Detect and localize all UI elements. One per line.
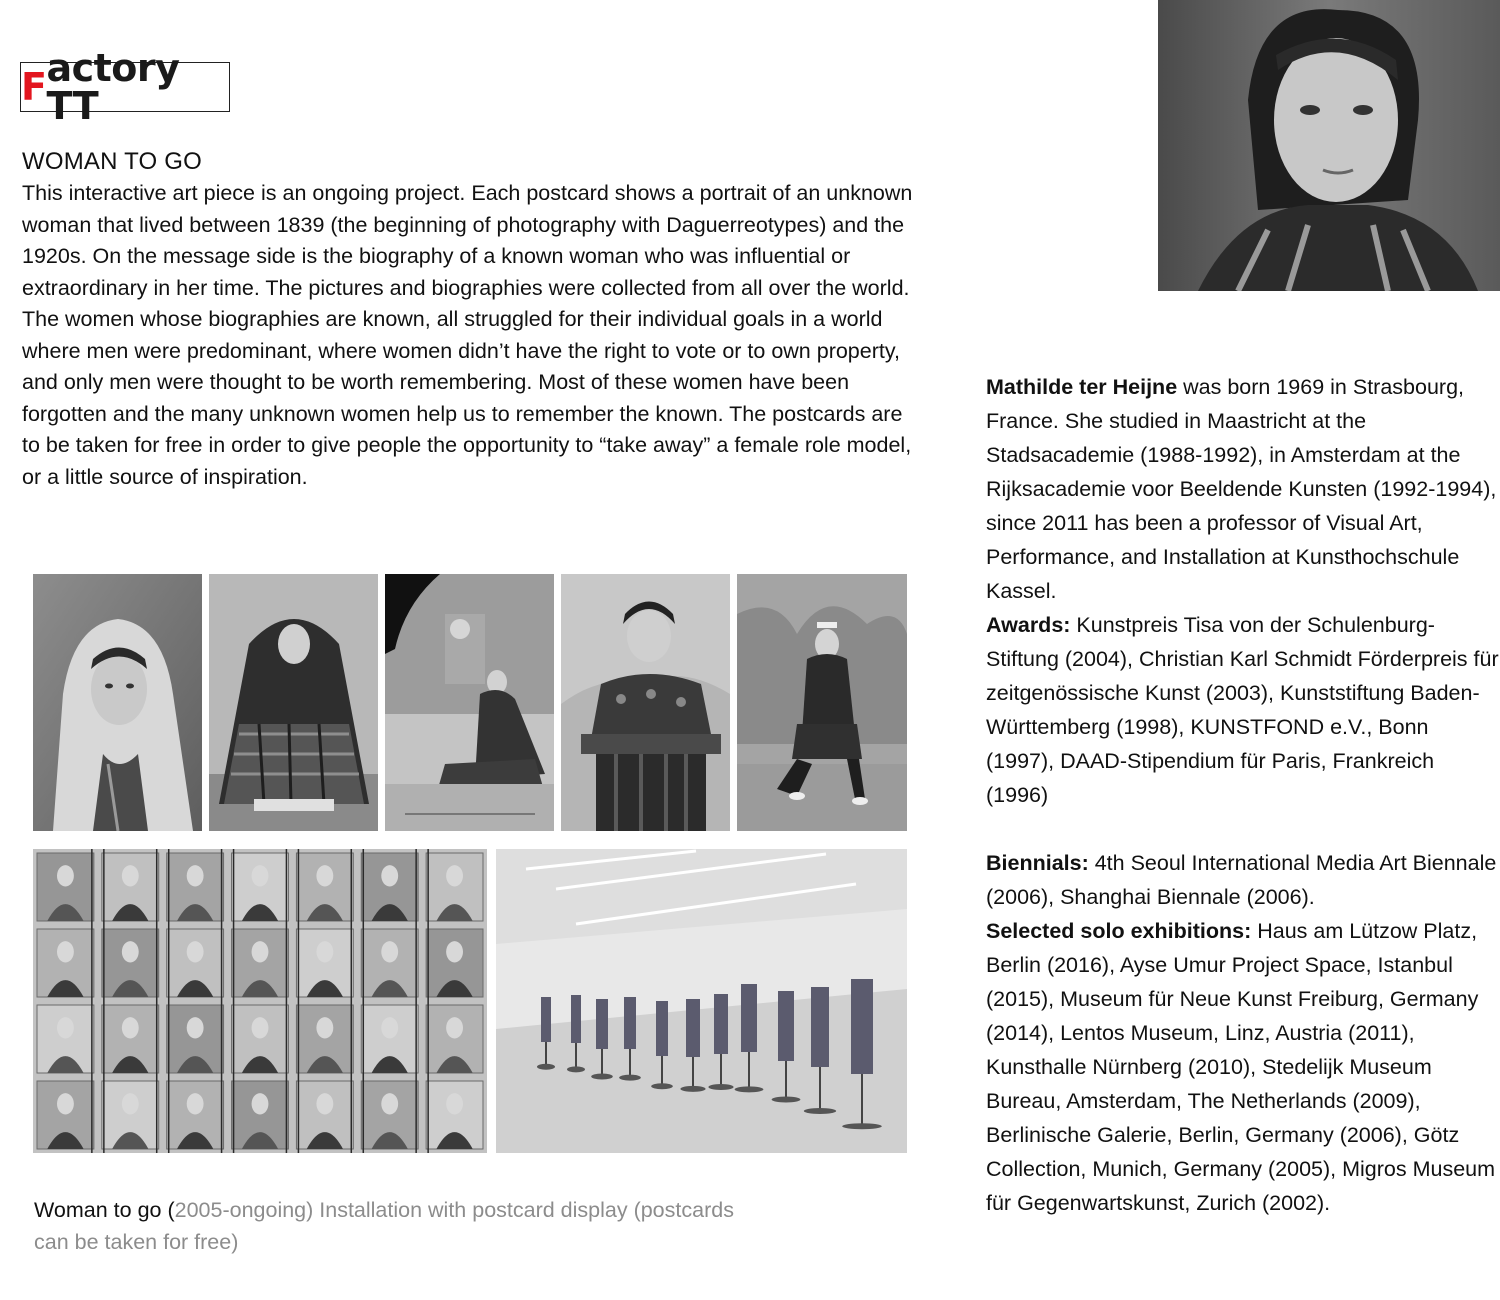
caption-title: Woman to go ( bbox=[34, 1198, 175, 1222]
awards-text: Kunstpreis Tisa von der Schulenburg-Stiftung (2004), Christian Karl Schmidt Förderpreis für zeitgenössische Kunst (2003), Kunststiftung Baden-Württemberg (1998), KUNSTFOND e.V., Bonn (1997), DAAD-Stipendium für Paris, Frankreich (1996) bbox=[986, 613, 1499, 807]
factory-tt-logo bbox=[20, 46, 230, 128]
historical-portrait-photo bbox=[561, 574, 730, 831]
solo-text: Haus am Lützow Platz, Berlin (2016), Ayse Umur Project Space, Istanbul (2015), Museum für Neue Kunst Freiburg, Germany (2014), Lentos Museum, Linz, Austria (2011), Kunsthalle Nürnberg (2010), Stedelijk Museum Bureau, Amsterdam, The Netherlands (2009), Berlinische Galerie, Berlin, Germany (2006), Götz Collection, Munich, Germany (2005), Migros Museum für Gegenwartskunst, Zurich (2002). bbox=[986, 919, 1496, 1215]
historical-portrait-photo bbox=[209, 574, 378, 831]
bio-solo-exhibitions bbox=[986, 914, 1500, 1220]
project-title: WOMAN TO GO bbox=[22, 148, 202, 175]
historical-portrait-photo bbox=[737, 574, 907, 831]
paragraph-spacer bbox=[986, 812, 1500, 846]
caption-detail: 2005-ongoing) Installation with postcard display (postcards can be taken for free) bbox=[34, 1198, 734, 1254]
historical-portrait-photo bbox=[33, 574, 202, 831]
historical-portrait-photo bbox=[385, 574, 554, 831]
bio-intro bbox=[986, 370, 1500, 608]
solo-label: Selected solo exhibitions: bbox=[986, 919, 1252, 943]
biennials-text: 4th Seoul International Media Art Biennale (2006), Shanghai Biennale (2006). bbox=[986, 851, 1497, 909]
logo-text: actory TT bbox=[46, 46, 180, 128]
bio-intro-text: was born 1969 in Strasbourg, France. She studied in Maastricht at the Stadsacademie (1988-1992), in Amsterdam at the Rijksacademie voor Beeldende Kunsten (1992-1994), since 2011 has been a professor of Visual Art, Performance, and Installation at Kunsthochschule Kassel. bbox=[986, 375, 1497, 603]
photo-caption bbox=[34, 1194, 754, 1258]
logo-accent-letter: F bbox=[21, 65, 47, 109]
awards-label: Awards: bbox=[986, 613, 1071, 637]
bio-awards bbox=[986, 608, 1500, 812]
artist-portrait-photo bbox=[1158, 0, 1500, 291]
installation-view-photo bbox=[496, 849, 907, 1153]
artist-name: Mathilde ter Heijne bbox=[986, 375, 1178, 399]
artist-biography bbox=[986, 370, 1500, 1220]
postcard-rack-photo bbox=[33, 849, 487, 1153]
biennials-label: Biennials: bbox=[986, 851, 1089, 875]
project-description: This interactive art piece is an ongoing project. Each postcard shows a portrait of an unknown woman that lived between 1839 (the beginning of photography with Daguerreotypes) and the 1920s. On the message side is the biography of a known woman who was influential or extraordinary in her time. The pictures and biographies were collected from all over the world. The women whose biographies are known, all struggled for their individual goals in a world where men were predominant, where women didn’t have the right to vote or to own property, and only men were thought to be worth remembering. Most of these women have been forgotten and the many unknown women help us to remember the known. The postcards are to be taken for free in order to give people the opportunity to “take away” a female role model, or a little source of inspiration. bbox=[22, 181, 913, 489]
bio-biennials bbox=[986, 846, 1500, 914]
